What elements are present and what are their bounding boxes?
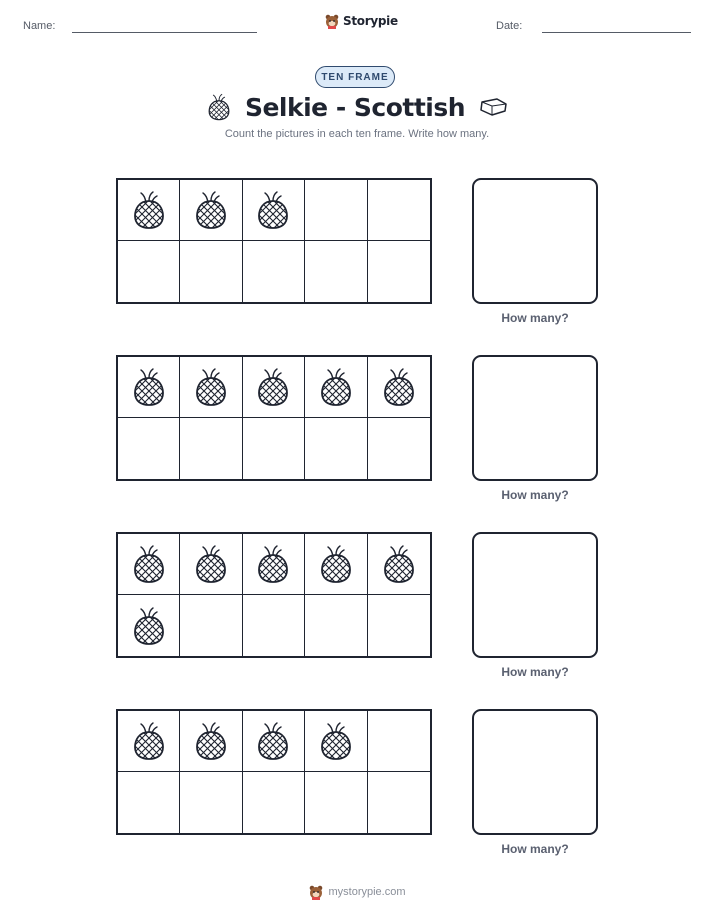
ten-frame-4: [116, 709, 432, 835]
woven-net-icon: [129, 718, 169, 764]
ten-frame-cell: [243, 711, 305, 772]
ten-frame-cell: [180, 595, 242, 656]
woven-net-icon: [129, 541, 169, 587]
woven-net-icon: [316, 541, 356, 587]
ten-frame-cell: [243, 772, 305, 833]
ten-frame-cell: [118, 595, 180, 656]
ten-frame-3: [116, 532, 432, 658]
storypie-logo: [324, 13, 398, 29]
bear-mascot-icon: [308, 884, 324, 900]
woven-net-icon: [191, 364, 231, 410]
ten-frame-1: [116, 178, 432, 304]
ten-frame-cell: [180, 534, 242, 595]
woven-net-icon: [253, 718, 293, 764]
ten-frame-cell: [180, 357, 242, 418]
woven-net-icon: [191, 187, 231, 233]
ten-frame-cell: [368, 357, 430, 418]
ten-frame-cell: [305, 772, 367, 833]
ten-frame-cell: [243, 534, 305, 595]
ten-frame-cell: [118, 418, 180, 479]
woven-net-icon: [253, 541, 293, 587]
brand-name: Storypie: [343, 14, 398, 28]
ten-frame-cell: [368, 595, 430, 656]
footer: [0, 884, 714, 900]
ten-frame-cell: [305, 357, 367, 418]
ten-frame-cell: [243, 357, 305, 418]
answer-box-2[interactable]: [472, 355, 598, 481]
answer-box-3[interactable]: [472, 532, 598, 658]
date-line[interactable]: [542, 32, 691, 33]
ten-frame-cell: [118, 180, 180, 241]
woven-net-icon: [316, 718, 356, 764]
ten-frame-cell: [305, 711, 367, 772]
ten-frame-cell: [305, 534, 367, 595]
woven-net-icon: [316, 364, 356, 410]
page-title: Selkie - Scottish: [244, 92, 466, 122]
how-many-label-4: How many?: [501, 842, 569, 856]
ten-frame-cell: [180, 711, 242, 772]
ten-frame-2: [116, 355, 432, 481]
ten-frame-cell: [180, 772, 242, 833]
ten-frame-cell: [368, 180, 430, 241]
answer-box-1[interactable]: [472, 178, 598, 304]
ten-frame-cell: [368, 418, 430, 479]
woven-net-icon: [129, 603, 169, 649]
woven-net-icon: [253, 364, 293, 410]
ten-frame-cell: [180, 180, 242, 241]
ten-frame-cell: [368, 534, 430, 595]
ten-frame-cell: [243, 180, 305, 241]
ten-frame-cell: [368, 711, 430, 772]
footer-site: mystorypie.com: [328, 886, 406, 898]
ten-frame-cell: [118, 241, 180, 302]
instructions: Count the pictures in each ten frame. Write how many.: [224, 128, 490, 140]
ten-frame-cell: [305, 595, 367, 656]
ten-frame-cell: [180, 418, 242, 479]
answer-box-4[interactable]: [472, 709, 598, 835]
name-label: Name:: [23, 20, 56, 32]
woven-net-icon: [379, 541, 419, 587]
ten-frame-cell: [243, 418, 305, 479]
ten-frame-cell: [305, 180, 367, 241]
how-many-label-1: How many?: [501, 311, 569, 325]
ten-frame-cell: [243, 241, 305, 302]
woven-net-icon: [129, 364, 169, 410]
how-many-label-3: How many?: [501, 665, 569, 679]
ten-frame-cell: [305, 418, 367, 479]
ten-frame-cell: [243, 595, 305, 656]
woven-net-icon: [191, 718, 231, 764]
ten-frame-cell: [368, 772, 430, 833]
ten-frame-cell: [118, 711, 180, 772]
how-many-label-2: How many?: [501, 488, 569, 502]
ten-frame-cell: [118, 534, 180, 595]
woven-net-icon: [253, 187, 293, 233]
name-line[interactable]: [72, 32, 257, 33]
ten-frame-cell: [118, 772, 180, 833]
title-row: [0, 90, 714, 124]
date-label: Date:: [496, 20, 523, 32]
stone-icon: [477, 96, 509, 118]
woven-net-icon: [129, 187, 169, 233]
bear-mascot-icon: [324, 13, 340, 29]
ten-frame-cell: [180, 241, 242, 302]
woven-net-icon: [191, 541, 231, 587]
woven-net-icon: [379, 364, 419, 410]
ten-frame-cell: [305, 241, 367, 302]
woven-net-icon: [205, 90, 233, 124]
ten-frame-badge: TEN FRAME: [315, 66, 395, 88]
ten-frame-cell: [118, 357, 180, 418]
ten-frame-cell: [368, 241, 430, 302]
